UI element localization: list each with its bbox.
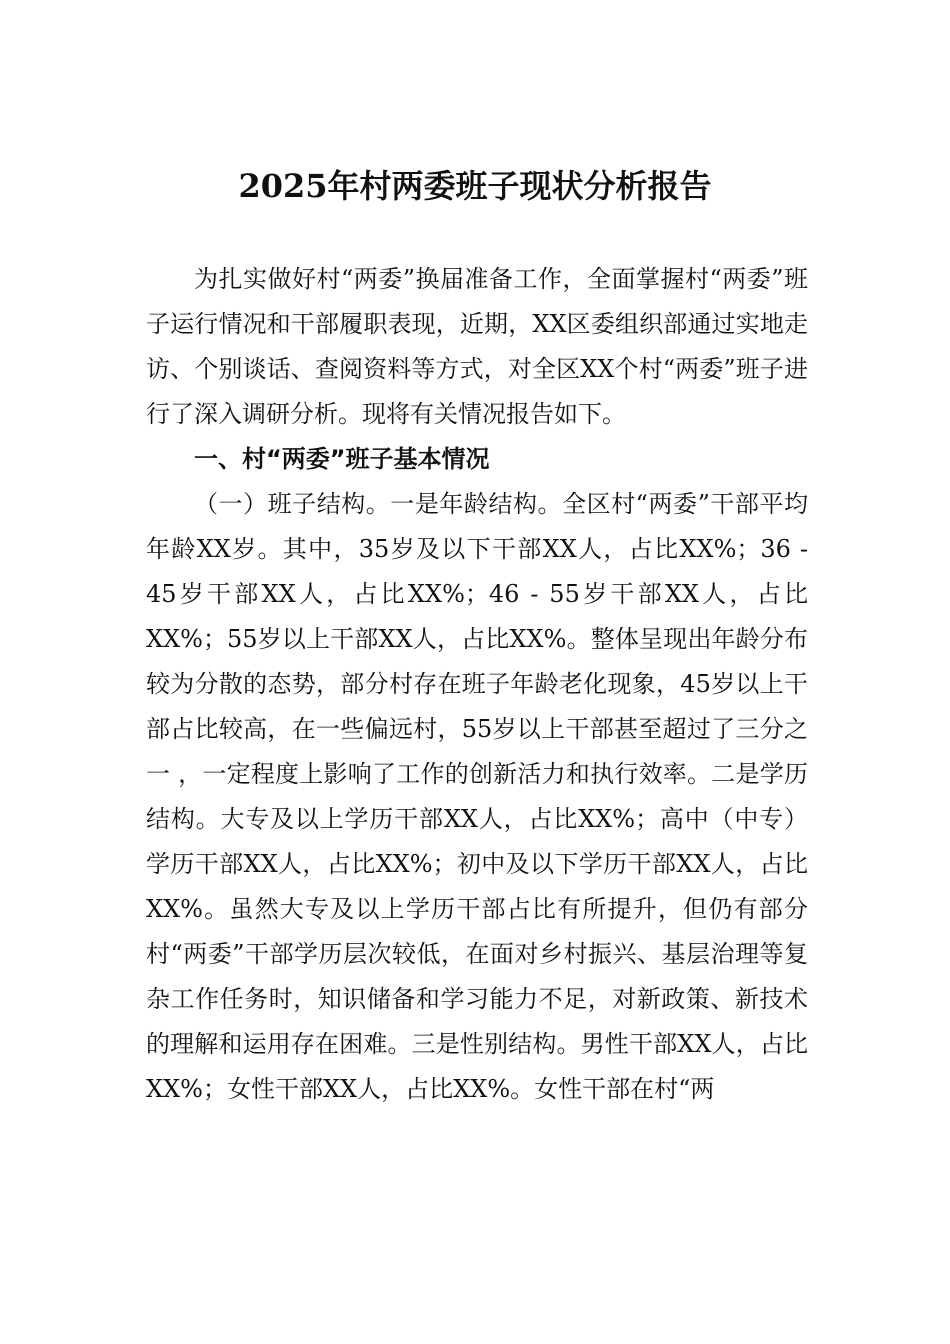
- section-heading: 一、村“两委”班子基本情况: [194, 445, 490, 473]
- intro-paragraph: 为扎实做好村“两委”换届准备工作，全面掌握村“两委”班子运行情况和干部履职表现，近期，XX区委组织部通过实地走访、个别谈话、查阅资料等方式，对全区XX个村“两委”班子进行了深入调研分析。现将有关情况报告如下。: [146, 265, 808, 428]
- document-title: 2025年村两委班子现状分析报告: [238, 167, 712, 205]
- body-paragraph: （一）班子结构。一是年龄结构。全区村“两委”干部平均年龄XX岁。其中，35岁及以下干部XX人，占比XX%；36 - 45岁干部XX人，占比XX%；46 - 55岁干部XX人，占比XX%；55岁以上干部XX人，占比XX%。整体呈现出年龄分布较为分散的态势，部分村存在班子年龄老化现象，45岁以上干部占比较高，在一些偏远村，55岁以上干部甚至超过了三分之一 ，一定程度上影响了工作的创新活力和执行效率。二是学历结构。大专及以上学历干部XX人，占比XX%；高中（中专）学历干部XX人，占比XX%；初中及以下学历干部XX人，占比XX%。虽然大专及以上学历干部占比有所提升，但仍有部分村“两委”干部学历层次较低，在面对乡村振兴、基层治理等复杂工作任务时，知识储备和学习能力不足，对新政策、新技术的理解和运用存在困难。三是性别结构。男性干部XX人，占比XX%；女性干部XX人，占比XX%。女性干部在村“两: [146, 490, 808, 1103]
- document-body: [146, 257, 808, 1112]
